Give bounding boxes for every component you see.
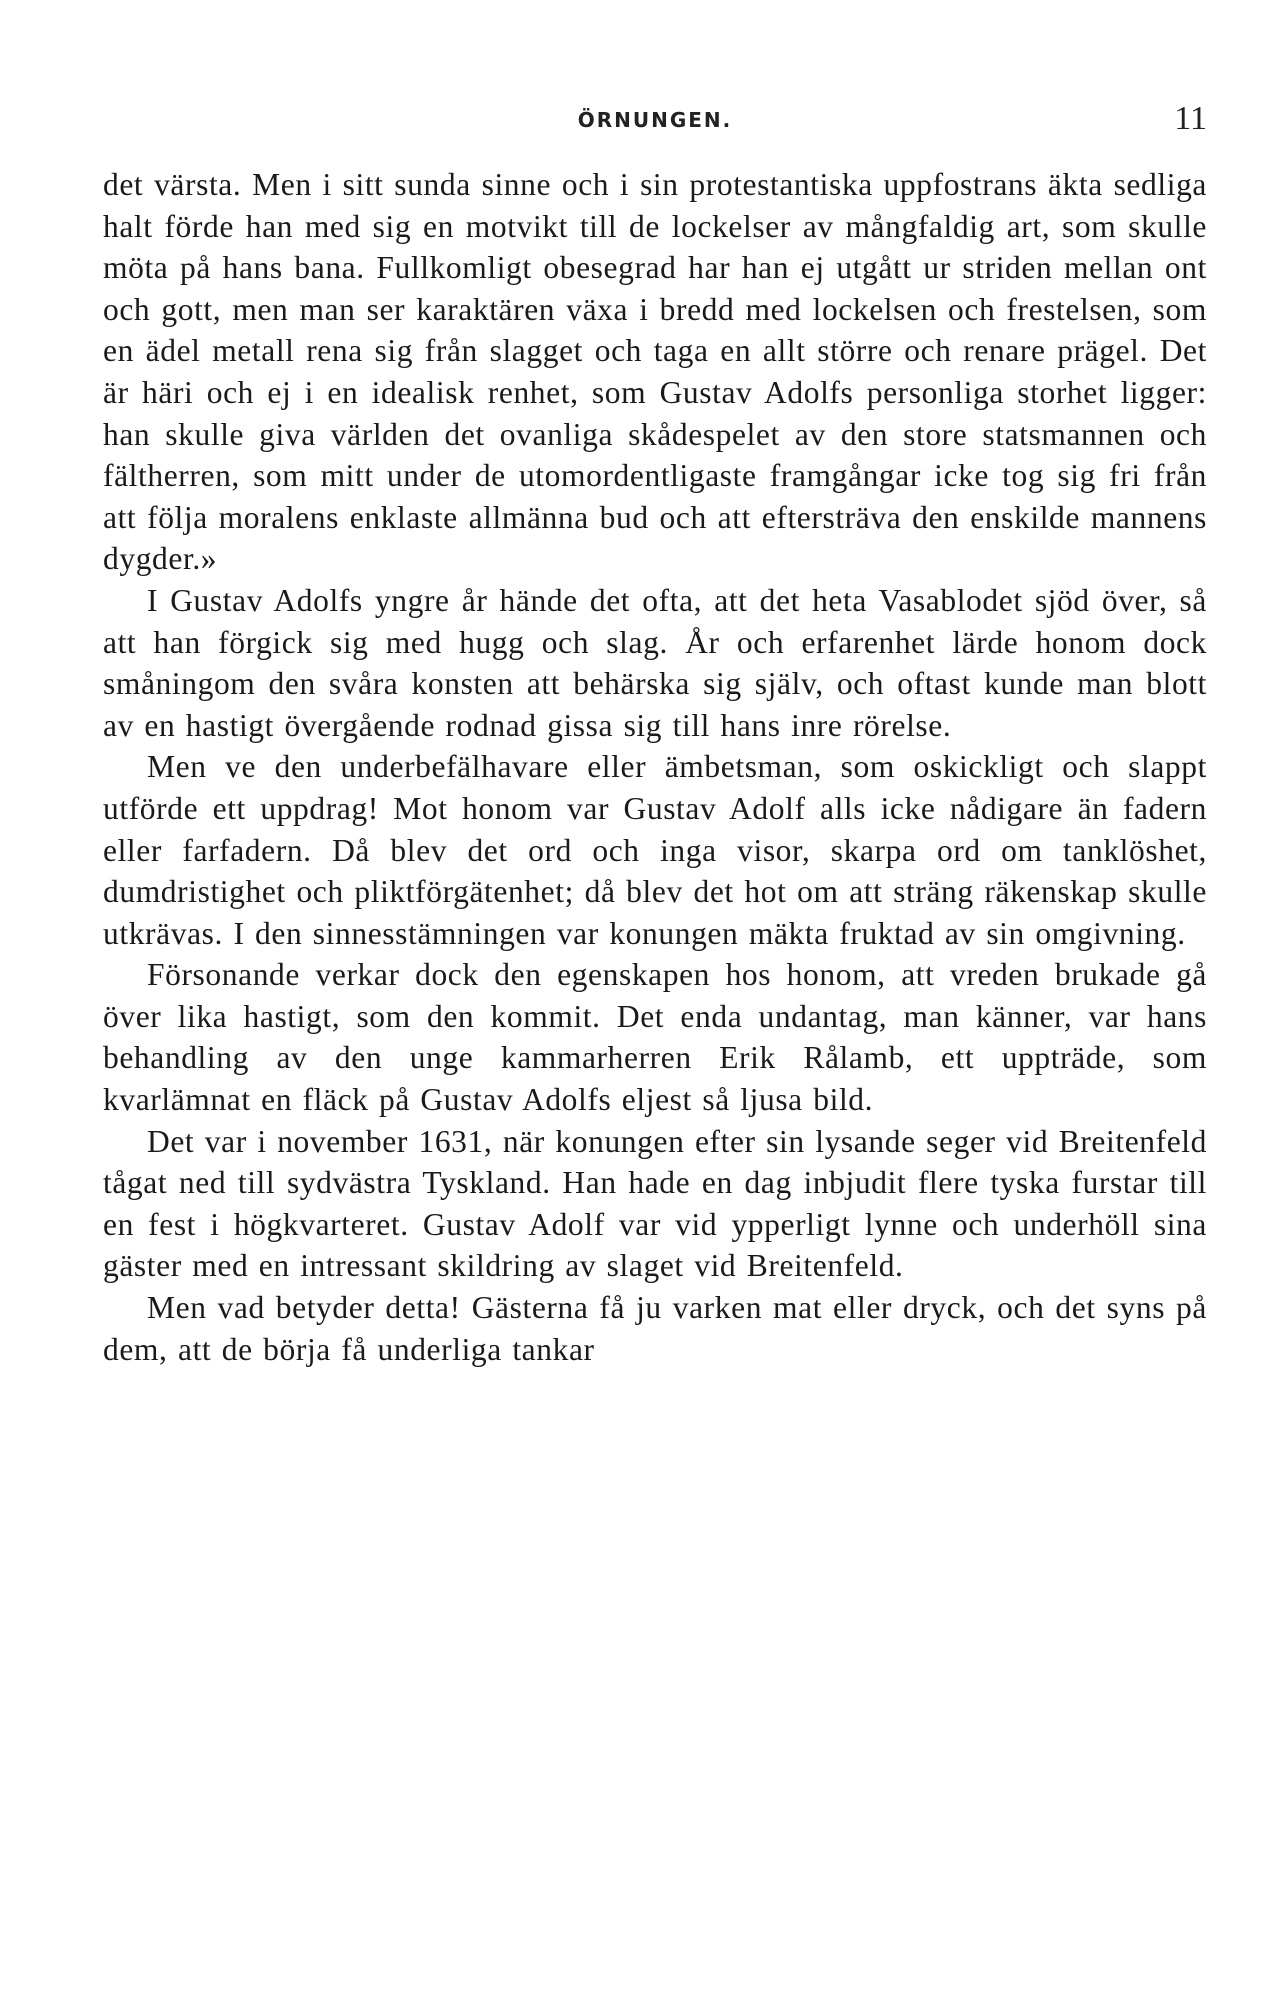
paragraph-continued: det värsta. Men i sitt sunda sinne och i sin protestantiska uppfostrans äkta sedliga halt förde han med sig en motvikt till de lockelser av mångfaldig art, som skulle möta på hans bana. Fullkomligt obesegrad har han ej utgått ur striden mellan ont och gott, men man ser karaktären växa i bredd med lockelsen och frestelsen, som en ädel metall rena sig från slagget och taga en allt större och renare prägel. Det är häri och ej i en idealisk renhet, som Gustav Adolfs personliga storhet ligger: han skulle giva världen det ovanliga skådespelet av den store statsmannen och fältherren, som mitt under de utomordentligaste framgångar icke tog sig fri från att följa moralens enklaste allmänna bud och att eftersträva den enskilde mannens dygder.» [103,167,1207,577]
paragraph: I Gustav Adolfs yngre år hände det ofta, att det heta Vasablodet sjöd över, så att han förgick sig med hugg och slag. År och erfarenhet lärde honom dock småningom den svåra konsten att behärska sig själv, och oftast kunde man blott av en hastigt övergående rodnad gissa sig till hans inre rörelse. [103,582,1207,743]
page-number: 11 [1174,100,1207,137]
paragraph: Men vad betyder detta! Gästerna få ju varken mat eller dryck, och det syns på dem, att de börja få underliga tankar [103,1290,1207,1367]
book-page [103,100,1207,1370]
paragraph: Försonande verkar dock den egenskapen hos honom, att vreden brukade gå över lika hastigt, som den kommit. Det enda undantag, man känner, var hans behandling av den unge kammarherren Erik Rålamb, ett uppträde, som kvarlämnat en fläck på Gustav Adolfs eljest så ljusa bild. [103,957,1207,1118]
body-text [103,164,1207,1370]
running-title: ÖRNUNGEN. [577,108,733,132]
paragraph: Men ve den underbefälhavare eller ämbetsman, som oskickligt och slappt utförde ett uppdrag! Mot honom var Gustav Adolf alls icke nådigare än fadern eller farfadern. Då blev det ord och inga visor, skarpa ord om tanklöshet, dumdristighet och pliktförgätenhet; då blev det hot om att sträng räkenskap skulle utkrävas. I den sinnesstämningen var konungen mäkta fruktad av sin omgivning. [103,749,1207,951]
running-head [103,100,1207,150]
paragraph: Det var i november 1631, när konungen efter sin lysande seger vid Breitenfeld tågat ned till sydvästra Tyskland. Han hade en dag inbjudit flere tyska furstar till en fest i högkvarteret. Gustav Adolf var vid ypperligt lynne och underhöll sina gäster med en intressant skildring av slaget vid Breitenfeld. [103,1123,1207,1284]
